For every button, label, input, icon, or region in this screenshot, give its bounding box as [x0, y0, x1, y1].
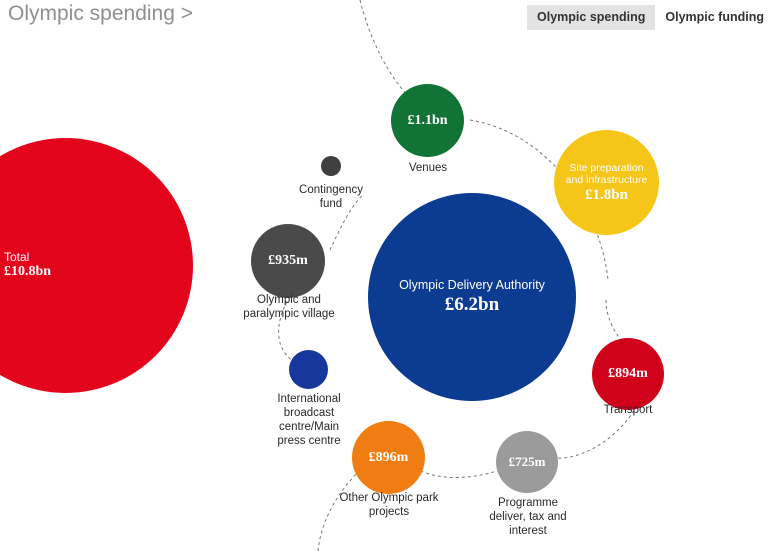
- view-toggle-group[interactable]: [527, 5, 774, 30]
- label-transport: Transport: [603, 404, 653, 416]
- bubble-contingency-fund[interactable]: [321, 156, 341, 176]
- bubble-other-park-value: £896m: [368, 449, 409, 465]
- bubble-total-label: Total: [4, 249, 30, 264]
- tab-olympic-spending[interactable]: Olympic spending: [527, 5, 655, 30]
- bubble-site-prep-value: £1.8bn: [585, 186, 628, 203]
- label-other-olympic-park-projects: Other Olympic park projects: [339, 492, 439, 519]
- bubble-other-olympic-park-projects[interactable]: [352, 421, 425, 494]
- label-venues: Venues: [408, 162, 448, 174]
- bubble-olympic-delivery-authority[interactable]: [368, 193, 576, 401]
- label-olympic-and-paralympic-village: Olympic and paralympic village: [243, 294, 335, 321]
- bubble-village-value: £935m: [268, 253, 308, 269]
- bubble-international-broadcast-centre[interactable]: [289, 350, 328, 389]
- bubble-oda-value: £6.2bn: [444, 294, 500, 316]
- bubble-programme-deliver-tax-and-interest[interactable]: [496, 431, 558, 493]
- label-programme-deliver-tax-and-interest: Programme deliver, tax and interest: [489, 497, 567, 538]
- bubble-site-prep-label: Site preparation and infrastructure: [565, 161, 648, 186]
- page-title: Olympic spending >: [8, 2, 194, 25]
- tab-olympic-funding[interactable]: Olympic funding: [655, 5, 774, 30]
- bubble-venues-value: £1.1bn: [407, 112, 448, 128]
- label-international-broadcast-centre: International broadcast centre/Main press centre: [277, 393, 341, 448]
- bubble-oda-label: Olympic Delivery Authority: [399, 278, 545, 293]
- bubble-total[interactable]: [0, 138, 193, 393]
- bubble-olympic-and-paralympic-village[interactable]: [251, 224, 325, 298]
- bubble-transport[interactable]: [592, 338, 664, 410]
- bubble-transport-value: £894m: [608, 366, 648, 382]
- bubble-site-preparation-and-infrastructure[interactable]: [554, 130, 659, 235]
- bubble-programme-value: £725m: [508, 453, 546, 469]
- bubble-total-value: £10.8bn: [4, 264, 52, 280]
- header: [0, 0, 780, 34]
- bubble-venues[interactable]: [391, 84, 464, 157]
- label-contingency-fund: Contingency fund: [299, 184, 363, 211]
